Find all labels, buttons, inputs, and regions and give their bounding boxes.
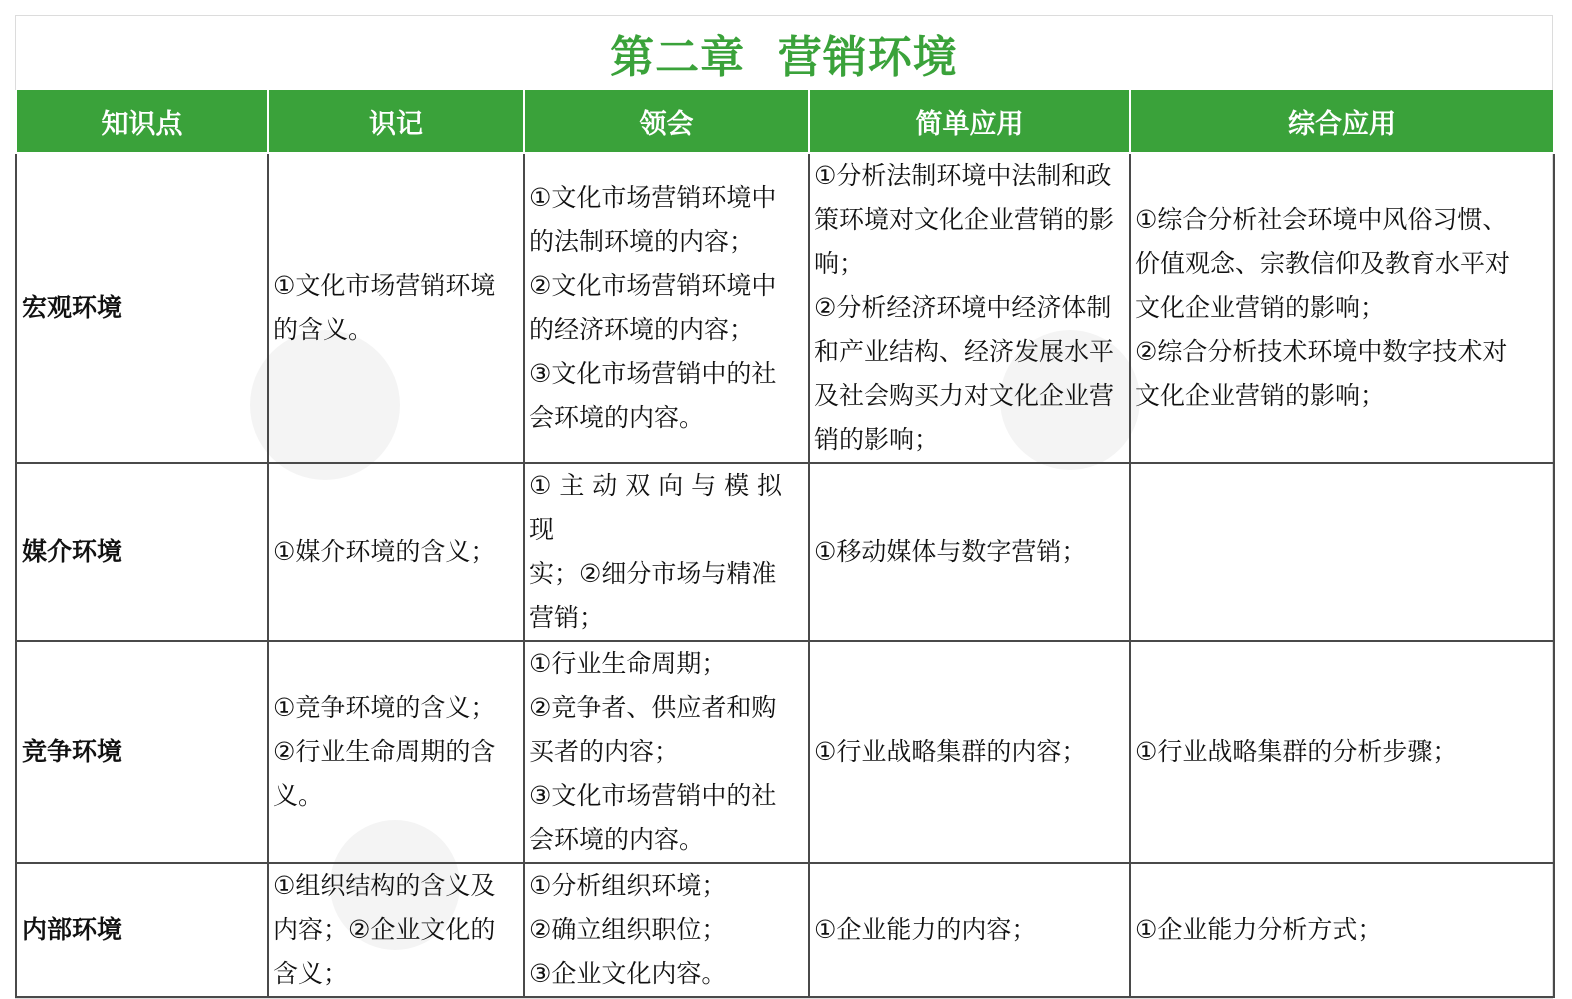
cell-line: 营销； (529, 603, 605, 632)
cell-line: ① 主 动 双 向 与 模 拟 现 (529, 471, 783, 544)
topic-cell: 竞争环境 (16, 641, 268, 863)
jiandan-cell (809, 641, 1130, 863)
syllabus-sheet (15, 15, 1553, 999)
syllabus-table (15, 90, 1555, 998)
cell-line: 会环境的内容。 (529, 825, 705, 854)
cell-line: 的经济环境的内容； (529, 315, 755, 344)
header-zonghe: 综合应用 (1130, 90, 1554, 153)
cell-line: ②行业生命周期的含 (273, 737, 496, 766)
topic-cell: 宏观环境 (16, 153, 268, 463)
page-title: 第二章 营销环境 (610, 32, 958, 83)
cell-line: ①移动媒体与数字营销； (814, 537, 1087, 566)
cell-line: ①组织结构的含义及 (273, 871, 496, 900)
jiandan-cell (809, 863, 1130, 997)
cell-line: 含义； (273, 959, 349, 988)
cell-line: ①文化市场营销环境中 (529, 183, 777, 212)
linghui-cell (524, 153, 809, 463)
cell-line: ②确立组织职位； (529, 915, 727, 944)
cell-line: 买者的内容； (529, 737, 680, 766)
shiji-cell (268, 153, 524, 463)
zonghe-cell (1130, 863, 1554, 997)
topic-cell: 媒介环境 (16, 463, 268, 641)
cell-line: ③文化市场营销中的社 (529, 781, 777, 810)
cell-line: 文化企业营销的影响； (1135, 293, 1386, 322)
topic-cell: 内部环境 (16, 863, 268, 997)
cell-line: ①竞争环境的含义； (273, 693, 496, 722)
cell-line: ③文化市场营销中的社 (529, 359, 777, 388)
cell-line: ②竞争者、供应者和购 (529, 693, 777, 722)
cell-line: ①媒介环境的含义； (273, 537, 496, 566)
cell-line: 策环境对文化企业营销的影 (814, 205, 1115, 234)
zonghe-cell (1130, 153, 1554, 463)
cell-line: ①行业战略集群的分析步骤； (1135, 737, 1458, 766)
shiji-cell (268, 863, 524, 997)
cell-line: ②综合分析技术环境中数字技术对 (1135, 337, 1508, 366)
shiji-cell (268, 463, 524, 641)
cell-line: 实；②细分市场与精准 (529, 559, 777, 588)
cell-line: 会环境的内容。 (529, 403, 705, 432)
cell-line: 内容；②企业文化的 (273, 915, 496, 944)
header-row (16, 90, 1554, 153)
cell-line: 文化企业营销的影响； (1135, 381, 1386, 410)
zonghe-cell (1130, 641, 1554, 863)
table-row (16, 463, 1554, 641)
header-jiandan: 简单应用 (809, 90, 1130, 153)
zonghe-cell (1130, 463, 1554, 641)
linghui-cell (524, 641, 809, 863)
cell-line: 的法制环境的内容； (529, 227, 755, 256)
table-row (16, 641, 1554, 863)
cell-line: 的含义。 (273, 315, 374, 344)
cell-line: 响； (814, 249, 865, 278)
cell-line: ①企业能力分析方式； (1135, 915, 1383, 944)
cell-line: ①行业生命周期； (529, 649, 727, 678)
cell-line: 价值观念、宗教信仰及教育水平对 (1135, 249, 1511, 278)
cell-line: ①分析法制环境中法制和政 (814, 161, 1112, 190)
cell-line: ②文化市场营销环境中 (529, 271, 777, 300)
cell-line: ①文化市场营销环境 (273, 271, 496, 300)
cell-line: ①行业战略集群的内容； (814, 737, 1087, 766)
cell-line: ①分析组织环境； (529, 871, 727, 900)
linghui-cell (524, 863, 809, 997)
cell-line: ①综合分析社会环境中风俗习惯、 (1135, 205, 1508, 234)
header-topic: 知识点 (16, 90, 268, 153)
shiji-cell (268, 641, 524, 863)
header-shiji: 识记 (268, 90, 524, 153)
header-linghui: 领会 (524, 90, 809, 153)
cell-line: 销的影响； (814, 425, 940, 454)
jiandan-cell (809, 153, 1130, 463)
cell-line: ②分析经济环境中经济体制 (814, 293, 1112, 322)
table-row (16, 153, 1554, 463)
cell-line: 义。 (273, 781, 324, 810)
cell-line: ③企业文化内容。 (529, 959, 727, 988)
table-row (16, 863, 1554, 997)
jiandan-cell (809, 463, 1130, 641)
cell-line: ①企业能力的内容； (814, 915, 1037, 944)
cell-line: 和产业结构、经济发展水平 (814, 337, 1115, 366)
linghui-cell (524, 463, 809, 641)
cell-line: 及社会购买力对文化企业营 (814, 381, 1115, 410)
